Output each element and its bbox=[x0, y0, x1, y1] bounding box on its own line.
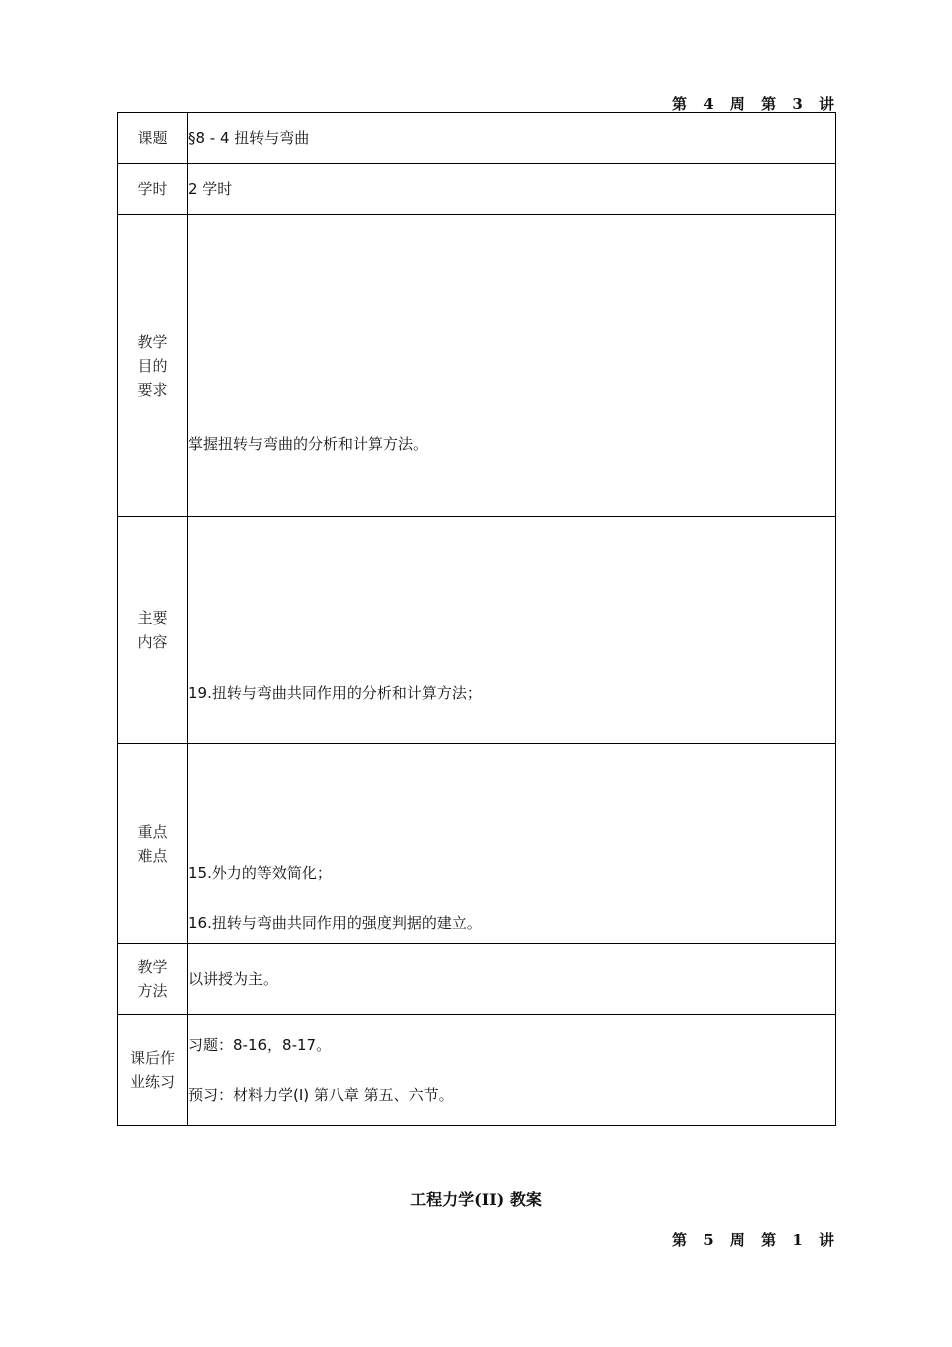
hours-content bbox=[188, 164, 836, 215]
table-row bbox=[118, 1015, 836, 1126]
topic-text: §8 - 4 扭转与弯曲 bbox=[188, 129, 310, 147]
label-text: 课后作 bbox=[129, 1049, 175, 1067]
method-content bbox=[188, 944, 836, 1015]
label-text: 主要 bbox=[137, 609, 168, 627]
row-label-main-content bbox=[118, 517, 188, 744]
table-row bbox=[118, 164, 836, 215]
main-content bbox=[188, 517, 836, 744]
topic-content bbox=[188, 113, 836, 164]
main-content-text: 19.扭转与弯曲共同作用的分析和计算方法； bbox=[188, 684, 482, 702]
homework-preview: 预习：材料力学(I) 第八章 第五、六节。 bbox=[188, 1086, 454, 1104]
label-text: 目的 bbox=[137, 356, 168, 375]
key-point-item: 16.扭转与弯曲共同作用的强度判据的建立。 bbox=[188, 914, 482, 932]
table-row bbox=[118, 944, 836, 1015]
label-text: 内容 bbox=[137, 633, 168, 651]
next-week-lecture-header: 第 5 周 第 1 讲 bbox=[672, 1231, 835, 1249]
label-text: 学时 bbox=[137, 180, 168, 198]
row-label-hours bbox=[118, 164, 188, 215]
objectives-content bbox=[188, 215, 836, 517]
table-row bbox=[118, 215, 836, 517]
label-text: 难点 bbox=[137, 846, 168, 865]
label-text: 业练习 bbox=[129, 1073, 175, 1091]
key-points-content bbox=[188, 744, 836, 944]
row-label-method bbox=[118, 944, 188, 1015]
table-row bbox=[118, 113, 836, 164]
objectives-text: 掌握扭转与弯曲的分析和计算方法。 bbox=[188, 435, 429, 453]
label-text: 方法 bbox=[137, 982, 168, 1000]
label-text: 要求 bbox=[137, 380, 168, 399]
label-text: 教学 bbox=[137, 332, 168, 351]
row-label-topic bbox=[118, 113, 188, 164]
key-point-item: 15.外力的等效简化； bbox=[188, 864, 332, 882]
table-row bbox=[118, 517, 836, 744]
row-label-objectives bbox=[118, 215, 188, 517]
label-text: 课题 bbox=[137, 129, 168, 147]
table-row bbox=[118, 744, 836, 944]
hours-text: 2 学时 bbox=[188, 180, 233, 198]
method-text: 以讲授为主。 bbox=[188, 970, 279, 988]
document-title: 工程力学(II) 教案 bbox=[410, 1190, 542, 1209]
week-lecture-header: 第 4 周 第 3 讲 bbox=[672, 95, 835, 113]
label-text: 重点 bbox=[137, 822, 168, 841]
row-label-key-points bbox=[118, 744, 188, 944]
lesson-plan-table bbox=[117, 112, 836, 1126]
homework-exercises: 习题：8-16，8-17。 bbox=[188, 1036, 332, 1054]
label-text: 教学 bbox=[137, 958, 168, 976]
homework-content bbox=[188, 1015, 836, 1126]
row-label-homework bbox=[118, 1015, 188, 1126]
